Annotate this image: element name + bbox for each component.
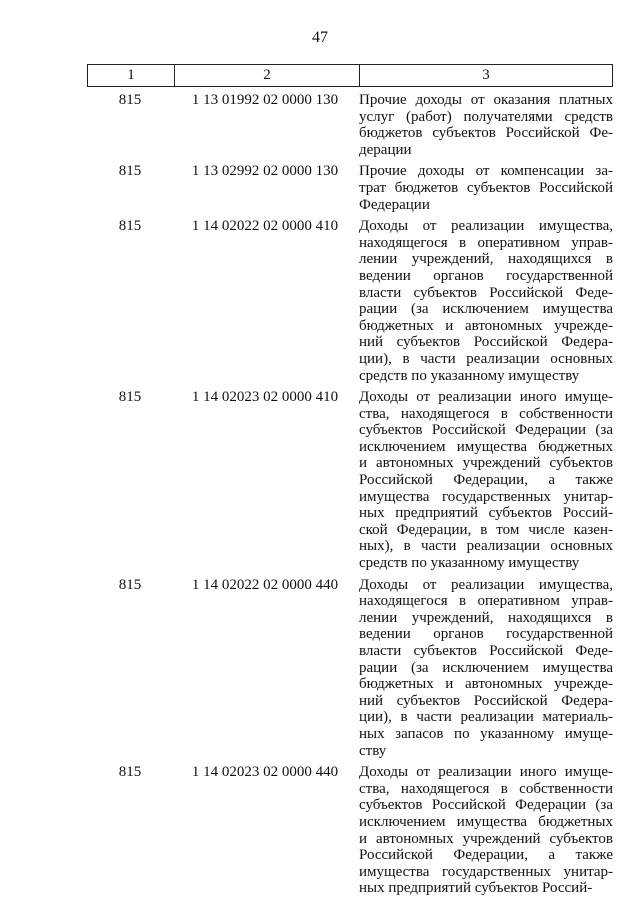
description-cell [357, 92, 613, 158]
description-line: ства, находящегося в собственности [359, 405, 613, 422]
description-line: бюджетов субъектов Российской Фе- [359, 125, 613, 142]
description-line: ных предприятий субъектов Россий- [359, 880, 593, 897]
budget-code-cell: 1 14 02023 02 0000 410 [191, 389, 339, 406]
header-col-3: 3 [482, 67, 490, 83]
description-line: Доходы от реализации иного имуще- [359, 764, 613, 781]
admin-code-cell: 815 [118, 764, 142, 781]
description-line: ции), в части реализации основных [359, 350, 613, 367]
description-line: ведении органов государственной [359, 267, 613, 284]
description-line: рации (за исключением имущества [359, 659, 613, 676]
description-line: и автономных учреждений субъектов [359, 830, 613, 847]
table-row [87, 92, 613, 158]
description-line: дерации [359, 141, 412, 158]
table-row [87, 577, 613, 760]
budget-code-cell: 1 13 01992 02 0000 130 [191, 92, 339, 108]
description-line: Федерации [359, 196, 430, 213]
description-line: ний субъектов Российской Федера- [359, 334, 613, 351]
description-line: Российской Федерации, а также [359, 472, 613, 489]
description-line: трат бюджетов субъектов Российской [359, 179, 613, 196]
description-line: исключением имущества бюджетных [359, 438, 613, 455]
description-cell [357, 163, 613, 213]
description-line: Российской Федерации, а также [359, 847, 613, 864]
description-line: лении учреждений, находящихся в [359, 251, 613, 268]
admin-code-cell: 815 [118, 92, 142, 108]
budget-code-cell: 1 13 02992 02 0000 130 [191, 163, 339, 180]
budget-code-cell: 1 14 02022 02 0000 410 [191, 218, 339, 235]
table-header [87, 64, 613, 87]
description-line: ных), в части реализации основных [359, 538, 613, 555]
description-line: средств по указанному имуществу [359, 367, 580, 384]
table-row [87, 163, 613, 213]
description-line: Прочие доходы от оказания платных [359, 92, 613, 108]
description-cell [357, 389, 613, 572]
description-cell [357, 218, 613, 384]
admin-code-cell: 815 [118, 389, 142, 406]
table-body [87, 92, 613, 902]
admin-code-cell: 815 [118, 163, 142, 180]
description-line: ных запасов по указанному имуще- [359, 725, 613, 742]
description-line: ской Федерации, в том числе казен- [359, 521, 613, 538]
description-line: Доходы от реализации имущества, [359, 576, 613, 593]
page-number: 47 [312, 29, 328, 46]
description-line: бюджетных и автономных учрежде- [359, 317, 613, 334]
description-line: Доходы от реализации имущества, [359, 218, 613, 235]
description-line: ства, находящегося в собственности [359, 780, 613, 797]
description-line: услуг (работ) получателями средств [359, 108, 613, 125]
table-row [87, 764, 613, 897]
description-line: находящегося в оперативном управ- [359, 593, 613, 610]
description-cell [357, 577, 613, 760]
description-line: ных предприятий субъектов Россий- [359, 505, 613, 522]
header-col-2: 2 [175, 65, 360, 86]
description-line: субъектов Российской Федерации (за [359, 422, 613, 439]
admin-code-cell: 815 [118, 576, 142, 593]
header-col-1: 1 [88, 65, 175, 86]
description-line: лении учреждений, находящихся в [359, 609, 613, 626]
description-line: находящегося в оперативном управ- [359, 234, 613, 251]
description-line: Прочие доходы от компенсации за- [359, 163, 613, 180]
description-line: ний субъектов Российской Федера- [359, 692, 613, 709]
description-line: ции), в части реализации материаль- [359, 709, 613, 726]
description-line: ству [359, 742, 387, 759]
description-line: бюджетных и автономных учрежде- [359, 676, 613, 693]
description-line: Доходы от реализации иного имуще- [359, 389, 613, 406]
description-line: субъектов Российской Федерации (за [359, 797, 613, 814]
description-line: исключением имущества бюджетных [359, 813, 613, 830]
admin-code-cell: 815 [118, 218, 142, 235]
description-line: рации (за исключением имущества [359, 301, 613, 318]
table-row [87, 218, 613, 384]
description-line: ведении органов государственной [359, 626, 613, 643]
description-line: имущества государственных унитар- [359, 488, 613, 505]
description-line: власти субъектов Российской Феде- [359, 284, 613, 301]
description-line: средств по указанному имуществу [359, 555, 580, 572]
table-row [87, 389, 613, 572]
budget-code-cell: 1 14 02023 02 0000 440 [191, 764, 339, 781]
description-line: имущества государственных унитар- [359, 863, 613, 880]
description-cell [357, 764, 613, 897]
description-line: и автономных учреждений субъектов [359, 455, 613, 472]
budget-code-cell: 1 14 02022 02 0000 440 [191, 576, 339, 593]
description-line: власти субъектов Российской Феде- [359, 643, 613, 659]
